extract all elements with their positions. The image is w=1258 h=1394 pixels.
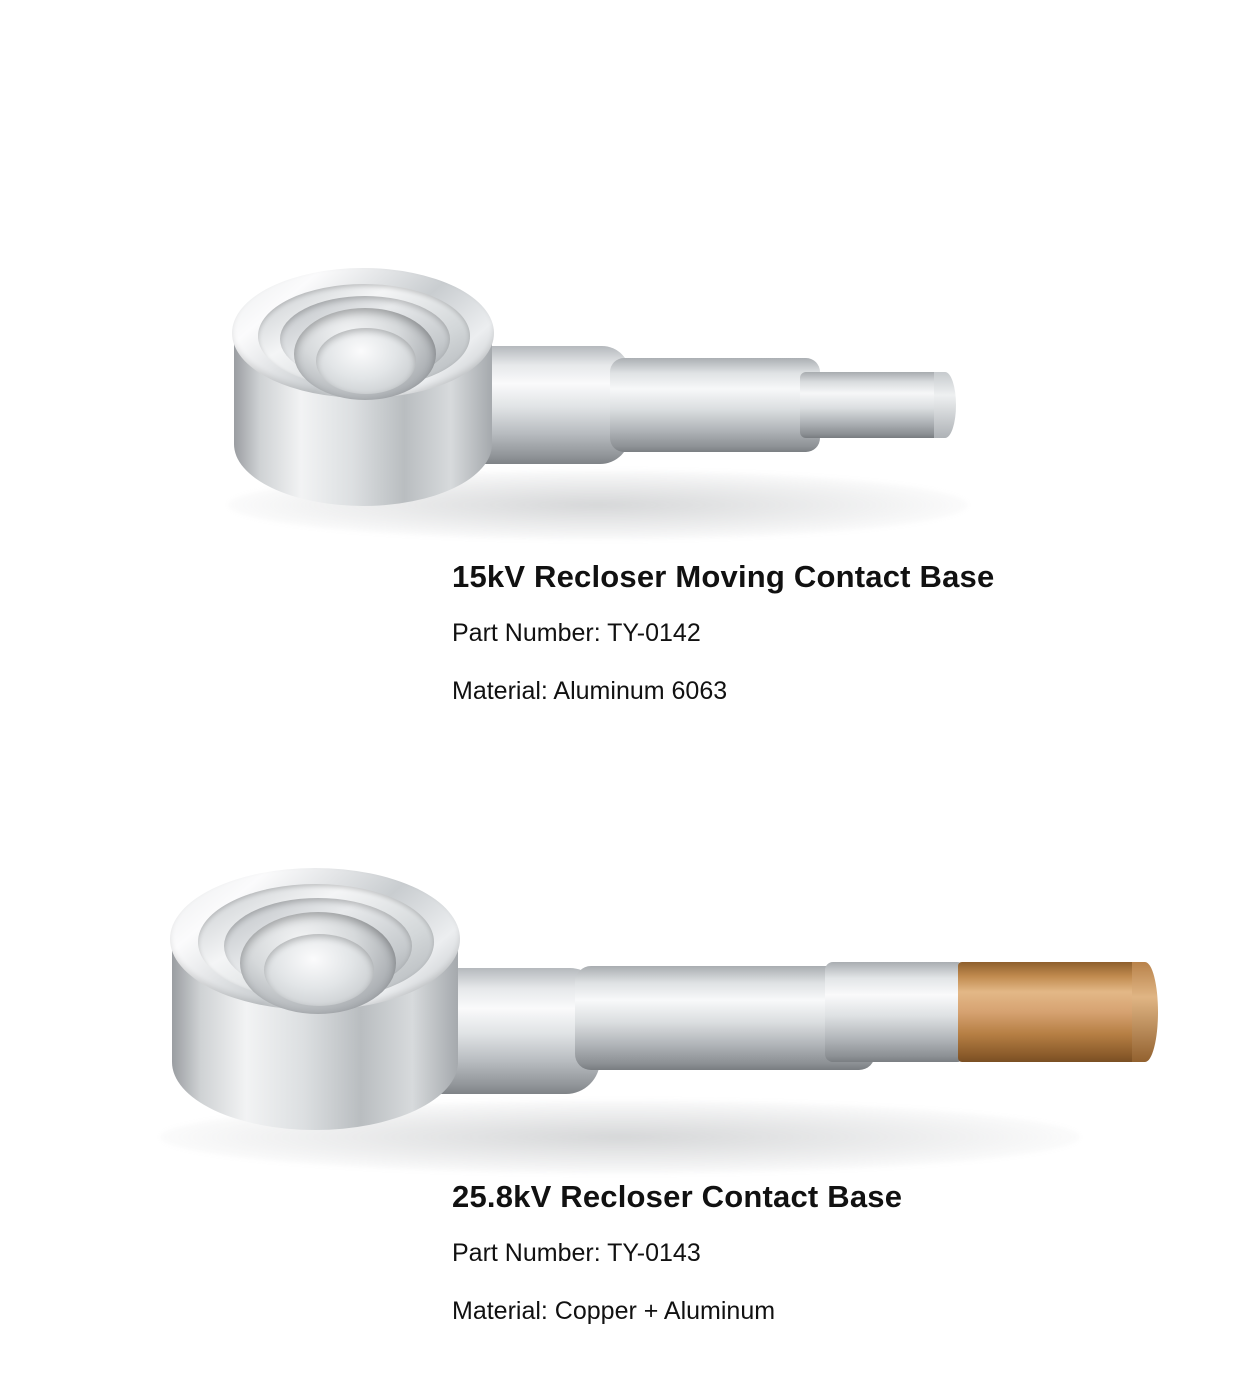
- product-title: 15kV Recloser Moving Contact Base: [452, 559, 995, 594]
- product-title: 25.8kV Recloser Contact Base: [452, 1179, 903, 1214]
- product-material: Material: Aluminum 6063: [452, 676, 728, 705]
- shank: [440, 336, 960, 466]
- product-material: Material: Copper + Aluminum: [452, 1296, 776, 1325]
- copper-tip-section: [958, 962, 1146, 1062]
- shank-tip: [800, 372, 950, 438]
- shank-aluminum-end: [825, 962, 965, 1062]
- product-part-number: Part Number: TY-0143: [452, 1239, 701, 1268]
- contact-cup: [170, 868, 460, 1168]
- shank: [370, 950, 1070, 1100]
- product-image-1: [0, 0, 1258, 560]
- product-image-2: [0, 620, 1258, 1180]
- copper-end-face: [1132, 962, 1158, 1062]
- cup-bore-floor: [264, 934, 374, 1006]
- product-card-2: [0, 620, 1258, 1355]
- cup-bore-floor: [316, 328, 416, 394]
- shank-end-face: [934, 372, 956, 438]
- shank-taper: [610, 358, 820, 452]
- product-part-number: Part Number: TY-0142: [452, 619, 701, 648]
- contact-cup: [232, 268, 494, 540]
- product-caption-2: [0, 1180, 1258, 1325]
